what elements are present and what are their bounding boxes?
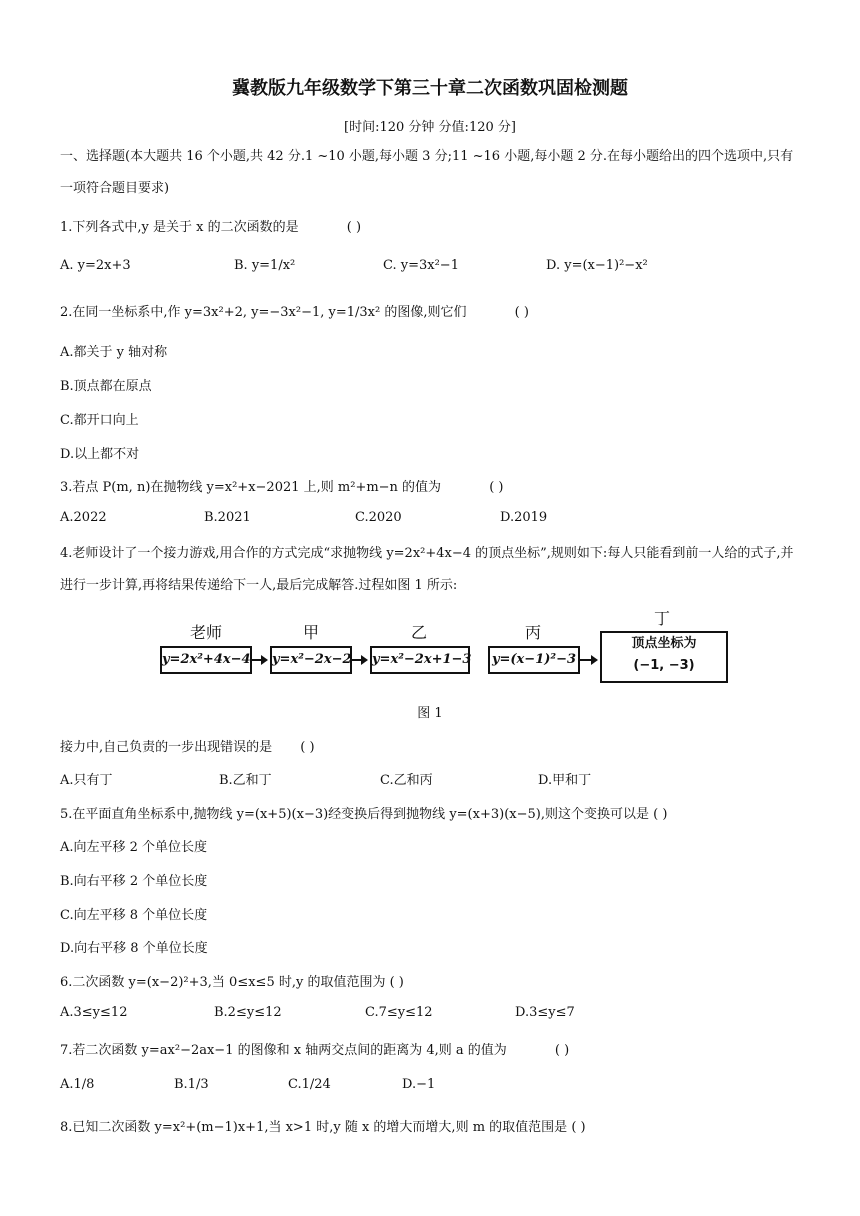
vertex-coord: (−1, −3)	[633, 658, 695, 673]
box-jia: y=x²−2x−2	[270, 646, 352, 674]
q2-option-c: C.都开口向上	[60, 413, 139, 428]
q3-option-b: B.2021	[204, 510, 251, 525]
box-bing: y=(x−1)²−3	[488, 646, 580, 674]
answer-paren: ( )	[300, 740, 315, 755]
q5-option-d: D.向右平移 8 个单位长度	[60, 941, 208, 956]
answer-paren: ( )	[489, 480, 504, 495]
relay-figure	[160, 609, 720, 692]
question-3	[60, 476, 503, 495]
q2-option-a: A.都关于 y 轴对称	[60, 345, 168, 360]
question-2-stem: 2.在同一坐标系中,作 y=3x²+2, y=−3x²−1, y=1/3x² 的图像,则它们	[60, 305, 467, 320]
q7-option-a: A.1/8	[60, 1077, 95, 1092]
q6-option-d: D.3≤y≤7	[515, 1005, 575, 1020]
answer-paren: ( )	[346, 220, 362, 235]
time-score-info: [时间:120 分钟 分值:120 分]	[344, 120, 516, 135]
q6-option-a: A.3≤y≤12	[60, 1005, 128, 1020]
q6-option-c: C.7≤y≤12	[365, 1005, 433, 1020]
answer-paren: ( )	[554, 1043, 570, 1058]
q1-option-b: B. y=1/x²	[234, 258, 296, 273]
q4-option-d: D.甲和丁	[538, 773, 592, 788]
figure-caption: 图 1	[417, 706, 443, 721]
vertex-label: 顶点坐标为	[631, 636, 697, 651]
q4-option-a: A.只有丁	[60, 773, 113, 788]
q5-option-c: C.向左平移 8 个单位长度	[60, 908, 208, 923]
arrow-right-icon	[252, 659, 266, 661]
q1-option-c: C. y=3x²−1	[383, 258, 459, 273]
label-bing: 丙	[524, 623, 541, 642]
question-6	[60, 971, 404, 990]
label-yi: 乙	[410, 623, 427, 642]
question-7	[60, 1039, 569, 1058]
answer-paren: ( )	[653, 807, 668, 822]
q4-option-c: C.乙和丙	[380, 773, 433, 788]
q7-option-d: D.−1	[402, 1077, 436, 1092]
q2-option-b: B.顶点都在原点	[60, 379, 152, 394]
q2-option-d: D.以上都不对	[60, 447, 140, 462]
section-header: 一、选择题(本大题共 16 个小题,共 42 分.1 ~10 小题,每小题 3 分;11 ~16 小题,每小题 2 分.在每小题给出的四个选项中,只有一项符合题目要求)	[60, 149, 794, 196]
question-8-stem: 8.已知二次函数 y=x²+(m−1)x+1,当 x>1 时,y 随 x 的增大而增大,则 m 的取值范围是	[60, 1120, 568, 1135]
question-5-stem: 5.在平面直角坐标系中,抛物线 y=(x+5)(x−3)经变换后得到抛物线 y=(x+3)(x−5),则这个变换可以是	[60, 807, 649, 822]
question-1-stem: 1.下列各式中,y 是关于 x 的二次函数的是	[60, 220, 299, 235]
question-6-stem: 6.二次函数 y=(x−2)²+3,当 0≤x≤5 时,y 的取值范围为	[60, 975, 386, 990]
question-8	[60, 1116, 586, 1135]
label-ding: 丁	[653, 609, 670, 628]
question-7-stem: 7.若二次函数 y=ax²−2ax−1 的图像和 x 轴两交点间的距离为 4,则 a 的值为	[60, 1043, 507, 1058]
q1-option-a: A. y=2x+3	[60, 258, 131, 273]
label-teacher: 老师	[189, 623, 222, 642]
question-2	[60, 301, 529, 320]
answer-paren: ( )	[571, 1120, 586, 1135]
q3-option-c: C.2020	[355, 510, 402, 525]
label-jia: 甲	[302, 623, 319, 642]
question-4-stem: 4.老师设计了一个接力游戏,用合作的方式完成“求抛物线 y=2x²+4x−4 的顶点坐标”,规则如下:每人只能看到前一人给的式子,并进行一步计算,再将结果传递给下一人,最后完成解答.过程如图 1 所示:	[60, 546, 794, 593]
answer-paren: ( )	[389, 975, 404, 990]
arrow-right-icon	[352, 659, 366, 661]
q7-option-b: B.1/3	[174, 1077, 209, 1092]
page-title: 冀教版九年级数学下第三十章二次函数巩固检测题	[232, 78, 628, 99]
q3-option-a: A.2022	[60, 510, 107, 525]
answer-paren: ( )	[514, 305, 529, 320]
question-4-after	[60, 736, 315, 755]
q5-option-a: A.向左平移 2 个单位长度	[60, 840, 208, 855]
box-teacher: y=2x²+4x−4	[160, 646, 252, 674]
question-4-prompt: 接力中,自己负责的一步出现错误的是	[60, 740, 273, 755]
question-3-stem: 3.若点 P(m, n)在抛物线 y=x²+x−2021 上,则 m²+m−n 的值为	[60, 480, 442, 495]
q1-option-d: D. y=(x−1)²−x²	[546, 258, 648, 273]
question-5	[60, 803, 667, 822]
q6-option-b: B.2≤y≤12	[214, 1005, 282, 1020]
box-yi: y=x²−2x+1−3	[370, 646, 470, 674]
question-1	[60, 216, 361, 235]
q7-option-c: C.1/24	[288, 1077, 331, 1092]
q4-option-b: B.乙和丁	[219, 773, 272, 788]
q3-option-d: D.2019	[500, 510, 548, 525]
arrow-right-icon	[580, 659, 596, 661]
box-ding	[600, 631, 728, 683]
q5-option-b: B.向右平移 2 个单位长度	[60, 874, 208, 889]
